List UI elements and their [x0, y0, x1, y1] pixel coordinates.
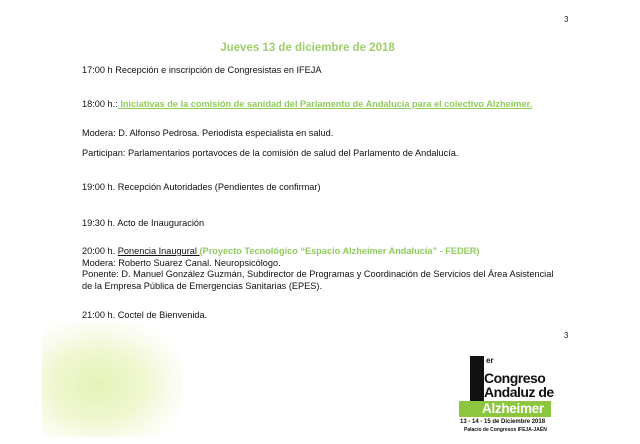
- event-2100: 21:00 h. Coctel de Bienvenida.: [82, 310, 208, 320]
- logo-line-alzheimer: Alzheimer: [482, 401, 544, 416]
- logo-line-congreso: Congreso: [484, 370, 546, 386]
- logo-superscript: er: [486, 356, 494, 365]
- event-2000-project: (Proyecto Tecnológico “Espacio Alzheimer Andalucía” - FEDER): [199, 246, 480, 256]
- page-number-middle: 3: [564, 331, 569, 340]
- event-1800-moderator: Modera: D. Alfonso Pedrosa. Periodista especialista en salud.: [82, 128, 334, 138]
- event-1800-title: Iniciativas de la comisión de sanidad del Parlamento de Andalucía para el colectivo Alzheimer.: [117, 99, 533, 109]
- event-2000-speaker: Ponente: D. Manuel González Guzmán, Subdirector de Programas y Coordinación de Servicios del Área Asistencial de la Empresa Pública de Emergencias Sanitarias (EPES).: [82, 269, 554, 291]
- event-1700: 17:00 h Recepción e inscripción de Congresistas en IFEJA: [82, 65, 322, 75]
- logo-line-andaluz: Andaluz de: [484, 384, 554, 400]
- event-1900: 19:00 h. Recepción Autoridades (Pendientes de confirmar): [82, 182, 321, 192]
- event-2000-time: 20:00 h.: [82, 246, 118, 256]
- event-2000-label: Ponencia Inaugural: [117, 246, 200, 256]
- event-2000-moderator: Modera: Roberto Suarez Canal. Neuropsicólogo.: [82, 258, 281, 268]
- day-title: Jueves 13 de diciembre de 2018: [220, 42, 395, 54]
- page-number-top: 3: [564, 15, 569, 24]
- logo-dates: 13 - 14 - 15 de Diciembre 2018: [460, 419, 546, 425]
- event-1800-participants: Participan: Parlamentarios portavoces de la comisión de salud del Parlamento de Andalucía.: [82, 148, 459, 158]
- logo-venue: Palacio de Congresos IFEJA-JAÉN: [464, 427, 547, 433]
- event-1930: 19:30 h. Acto de Inauguración: [82, 218, 205, 228]
- decorative-green-shape: [42, 322, 182, 437]
- event-1800-time: 18:00 h.:: [82, 99, 118, 109]
- congress-logo: [456, 356, 576, 436]
- event-2000-heading: [82, 246, 479, 258]
- event-1800-heading: [82, 99, 562, 111]
